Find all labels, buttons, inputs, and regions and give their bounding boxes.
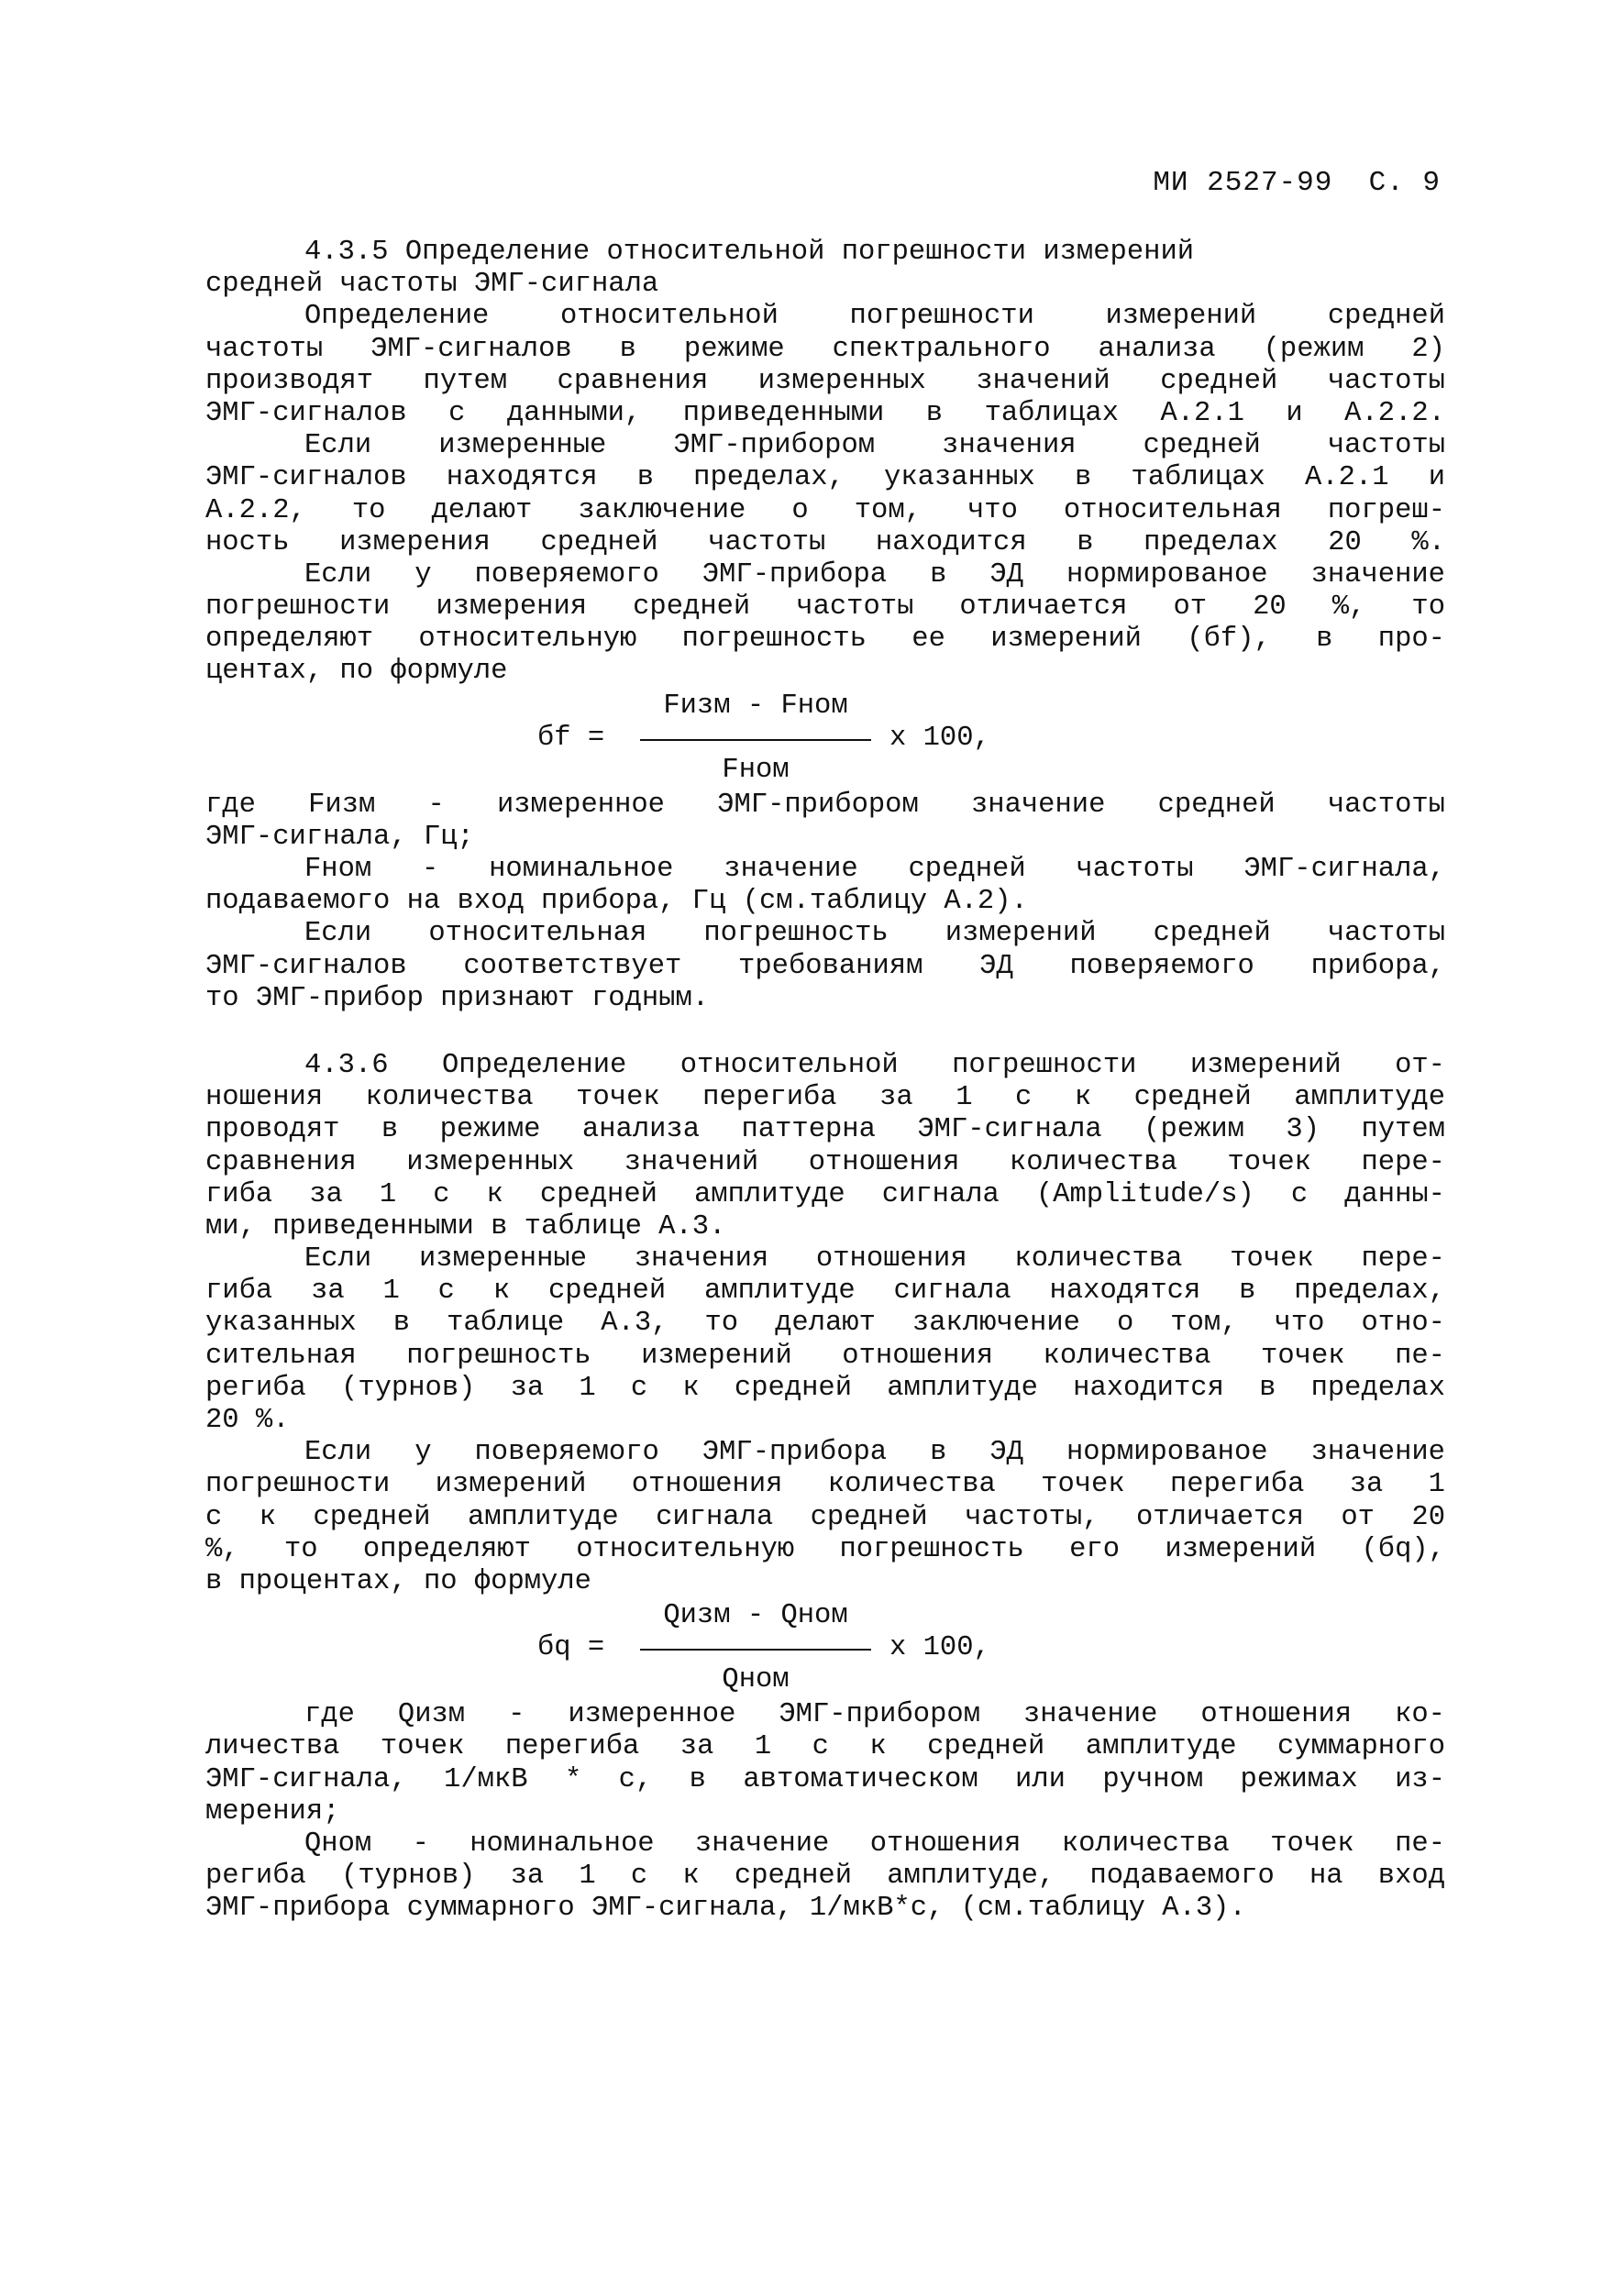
- text-line: Если измеренные значения отношения количества точек пере-: [304, 1243, 1445, 1276]
- text-line: проводят в режиме анализа паттерна ЭМГ-сигнала (режим 3) путем: [205, 1114, 1445, 1146]
- text-line: ми, приведенными в таблице А.3.: [205, 1210, 726, 1242]
- text-line: ношения количества точек перегиба за 1 с к средней амплитуде: [205, 1082, 1445, 1114]
- section-spacer: [205, 1015, 1445, 1050]
- paragraph: [205, 918, 1445, 1015]
- text-line: %, то определяют относительную погрешность его измерений (бq),: [205, 1533, 1445, 1565]
- section-4-3-5: [205, 237, 1445, 1015]
- text-line: Если у поверяемого ЭМГ-прибора в ЭД нормированое значение: [304, 558, 1445, 591]
- text-line: сравнения измеренных значений отношения количества точек пере-: [205, 1146, 1445, 1178]
- paragraph: [205, 430, 1445, 559]
- text-line: гиба за 1 с к средней амплитуде сигнала находятся в пределах,: [205, 1276, 1445, 1308]
- variable-definition: [205, 1828, 1445, 1926]
- variable-definition: [205, 790, 1445, 854]
- paragraph: [205, 301, 1445, 430]
- text-line: погрешности измерений отношения количества точек перегиба за 1: [205, 1469, 1445, 1501]
- page-header: [1153, 167, 1441, 199]
- text-line: с к средней амплитуде сигнала средней частоты, отличается от 20: [205, 1501, 1445, 1533]
- text-line: ЭМГ-сигналов находятся в пределах, указанных в таблицах А.2.1 и: [205, 462, 1445, 494]
- text-line: мерения;: [205, 1795, 340, 1828]
- formula-numerator: Qизм - Qном: [663, 1600, 848, 1632]
- formula-multiplier: x 100,: [889, 722, 990, 754]
- formula-lhs: бf =: [537, 722, 605, 754]
- text-line: ЭМГ-сигнала, Гц;: [205, 821, 474, 853]
- text-line: определяют относительную погрешность ее измерений (бf), в про-: [205, 624, 1445, 656]
- text-line: то ЭМГ-прибор признают годным.: [205, 982, 710, 1014]
- text-line: 20 %.: [205, 1405, 290, 1436]
- text-line: Если у поверяемого ЭМГ-прибора в ЭД нормированое значение: [304, 1437, 1445, 1469]
- text-line: гиба за 1 с к средней амплитуде сигнала (Amplitude/s) с данны-: [205, 1178, 1445, 1210]
- text-line: личества точек перегиба за 1 с к средней амплитуде суммарного: [205, 1731, 1445, 1763]
- text-line: центах, по формуле: [205, 656, 508, 688]
- fraction-bar: [640, 1649, 871, 1651]
- text-line: в процентах, по формуле: [205, 1565, 591, 1597]
- paragraph: [205, 1243, 1445, 1437]
- document-code: МИ 2527-99: [1153, 167, 1333, 199]
- text-line: ность измерения средней частоты находится в пределах 20 %.: [205, 526, 1445, 558]
- text-line: ЭМГ-прибора суммарного ЭМГ-сигнала, 1/мкВ*с, (см.таблицу А.3).: [205, 1893, 1246, 1925]
- paragraph: [205, 1050, 1445, 1243]
- variable-definition: [205, 854, 1445, 918]
- text-line: региба (турнов) за 1 с к средней амплитуде находится в пределах: [205, 1372, 1445, 1404]
- text-line: подаваемого на вход прибора, Гц (см.таблицу А.2).: [205, 886, 1028, 918]
- text-line: 4.3.6 Определение относительной погрешности измерений от-: [304, 1049, 1445, 1081]
- text-line: Определение относительной погрешности измерений средней: [304, 301, 1445, 333]
- section-title-line: 4.3.5 Определение относительной погрешности измерений: [304, 237, 1195, 268]
- text-line: Fном - номинальное значение средней частоты ЭМГ-сигнала,: [304, 854, 1445, 885]
- text-line: Если относительная погрешность измерений средней частоты: [304, 918, 1445, 950]
- text-line: ЭМГ-сигналов с данными, приведенными в таблицах А.2.1 и А.2.2.: [205, 397, 1445, 429]
- text-line: где Qизм - измеренное ЭМГ-прибором значение отношения ко-: [304, 1699, 1445, 1731]
- formula-multiplier: x 100,: [889, 1632, 990, 1664]
- text-line: ЭМГ-сигнала, 1/мкВ * с, в автоматическом или ручном режимах из-: [205, 1763, 1445, 1795]
- formula-frequency-error: [205, 690, 1445, 788]
- formula-denominator: Fном: [722, 754, 790, 786]
- variable-definition: [205, 1699, 1445, 1828]
- formula-denominator: Qном: [722, 1664, 790, 1696]
- formula-numerator: Fизм - Fном: [663, 690, 848, 722]
- text-line: сительная погрешность измерений отношения количества точек пе-: [205, 1340, 1445, 1372]
- text-line: ЭМГ-сигналов соответствует требованиям ЭД поверяемого прибора,: [205, 950, 1445, 982]
- section-title-line: средней частоты ЭМГ-сигнала: [205, 269, 659, 301]
- paragraph: [205, 1437, 1445, 1598]
- paragraph: [205, 559, 1445, 689]
- document-body: [205, 237, 1445, 1925]
- text-line: погрешности измерения средней частоты отличается от 20 %, то: [205, 591, 1445, 624]
- text-line: Если измеренные ЭМГ-прибором значения средней частоты: [304, 430, 1445, 462]
- text-line: А.2.2, то делают заключение о том, что относительная погреш-: [205, 494, 1445, 526]
- formula-lhs: бq =: [537, 1632, 605, 1664]
- formula-ratio-error: [205, 1600, 1445, 1697]
- page-number: С. 9: [1368, 167, 1441, 199]
- section-4-3-6: [205, 1050, 1445, 1926]
- text-line: Qном - номинальное значение отношения количества точек пе-: [304, 1828, 1445, 1860]
- text-line: указанных в таблице А.3, то делают заключение о том, что отно-: [205, 1308, 1445, 1340]
- text-line: региба (турнов) за 1 с к средней амплитуде, подаваемого на вход: [205, 1861, 1445, 1893]
- fraction-bar: [640, 739, 871, 741]
- text-line: производят путем сравнения измеренных значений средней частоты: [205, 365, 1445, 397]
- text-line: где Fизм - измеренное ЭМГ-прибором значение средней частоты: [205, 789, 1445, 821]
- text-line: частоты ЭМГ-сигналов в режиме спектрального анализа (режим 2): [205, 333, 1445, 365]
